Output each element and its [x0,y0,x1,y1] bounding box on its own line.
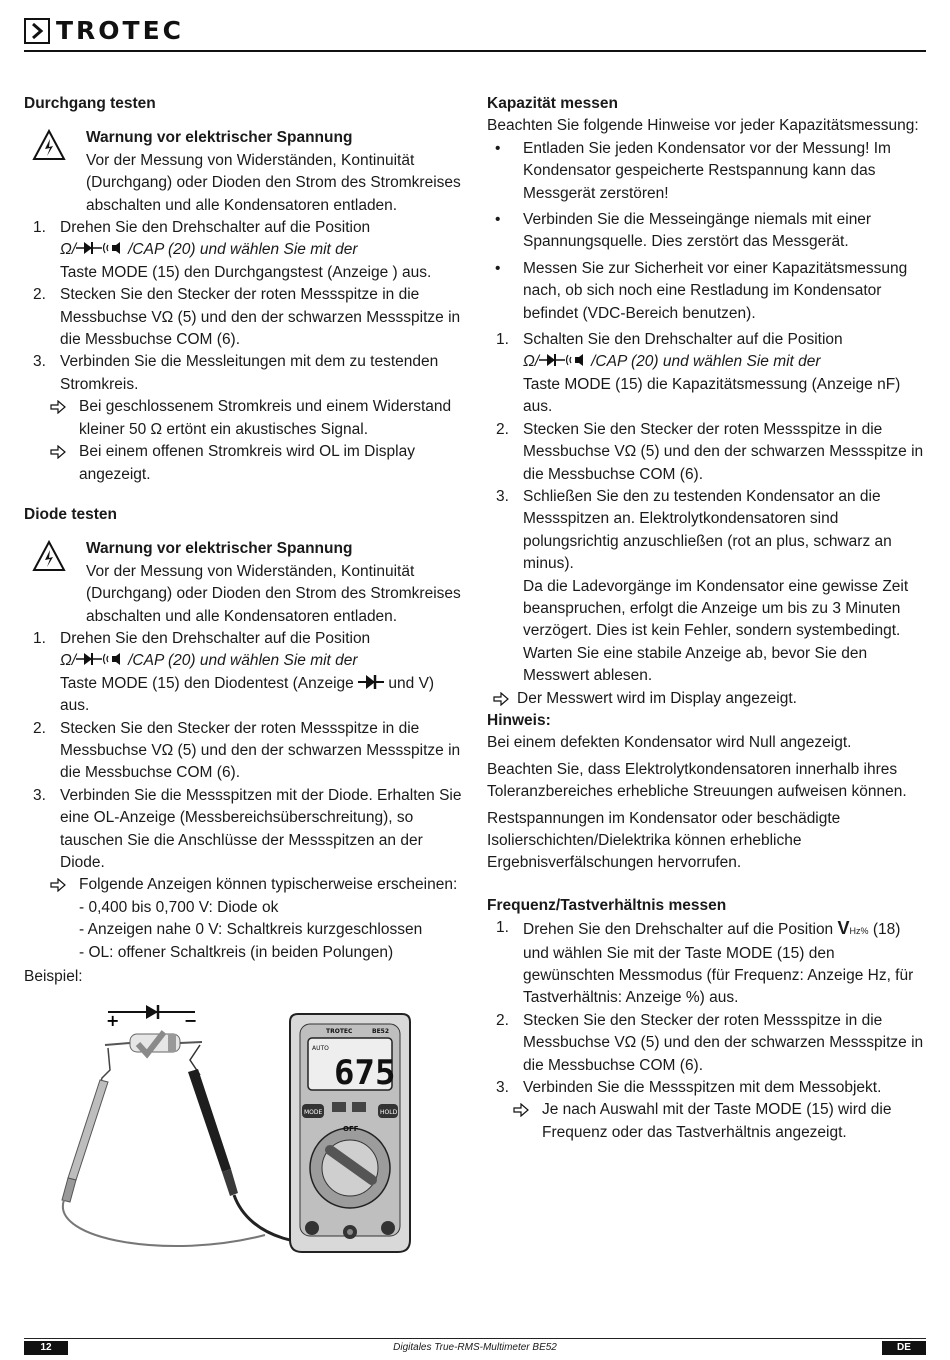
plus-label: + [106,1011,120,1030]
bullet-dot: • [495,211,501,229]
dash-item: - Anzeigen nahe 0 V: Schaltkreis kurzgeschlossen [79,921,423,939]
step-text: Verbinden Sie die Messspitzen mit dem Messobjekt. [523,1079,882,1097]
result-item [24,874,464,896]
bullet-dot: • [495,139,501,157]
warning-block [24,538,464,628]
step-text: Stecken Sie den Stecker der roten Messspitze in die Messbuchse VΩ (5) und den der schwarzen Messspitze in die Messbuchse COM (6). [60,719,461,782]
section-title-frequency: Frequenz/Tastverhältnis messen [487,896,727,914]
step-text: Stecken Sie den Stecker der roten Messspitze in die Messbuchse VΩ (5) und den der schwarzen Messspitze in die Messbuchse COM (6). [523,420,924,483]
section-title-continuity: Durchgang testen [24,95,156,112]
note-text: Bei einem defekten Kondensator wird Null angezeigt. [487,734,852,752]
step-text: Da die Ladevorgänge im Kondensator eine gewisse Zeit beanspruchen, erfolgt die Anzeige um bis zu 3 Minuten verzögert. Dies ist kein Fehler, sondern systembedingt. Warten Sie eine stabile Anzeige ab, bevor Sie den Messwert ablesen. [523,577,909,685]
step-number: 2. [496,1011,509,1029]
footer-doc-title: Digitales True-RMS-Multimeter BE52 [393,1342,557,1353]
result-text: Der Messwert wird im Display angezeigt. [517,689,797,707]
bullet-dot: • [495,259,501,277]
note-title: Hinweis: [487,711,551,729]
note-text: Beachten Sie, dass Elektrolytkondensatoren innerhalb ihres Toleranzbereiches erhebliche Streuungen aufweisen können. [487,760,907,801]
bullet-text: Messen Sie zur Sicherheit vor einer Kapazitätsmessung nach, ob sich noch eine Restladung im Kondensator befindet (VDC-Bereich benutzen). [523,259,908,322]
bullet-item [487,138,927,205]
step-text: Verbinden Sie die Messleitungen mit dem zu testenden Stromkreis. [60,353,439,393]
meter-model: BE52 [372,1028,390,1035]
minus-label: − [184,1011,198,1030]
steps-list [24,628,464,964]
warning-text: Vor der Messung von Widerständen, Kontinuität (Durchgang) oder Dioden den Strom des Stromkreises abschalten und alle Kondensatoren entladen. [86,562,461,625]
step-text: Verbinden Sie die Messspitzen mit der Diode. Erhalten Sie eine OL-Anzeige (Messbereichsüberschreitung), so tauschen Sie die Anschlüsse der Messspitzen an der Diode. [60,786,462,871]
trotec-logo [24,18,184,44]
step-text: Drehen Sie den Drehschalter auf die Position VHz% (18) und wählen Sie mit der Taste MODE (15) den gewünschten Messmodus (für Frequenz: Anzeige Hz, für Tastverhältnis: Anzeige %) aus. [523,918,914,1007]
step-text: Stecken Sie den Stecker der roten Messspitze in die Messbuchse VΩ (5) und den der schwarzen Messspitze in die Messbuchse COM (6). [523,1011,924,1074]
diode-symbol-icon [76,241,102,255]
list-item [24,284,464,351]
diode-test-illustration [50,1000,420,1260]
dash-item: - OL: offener Schaltkreis (in beiden Polungen) [79,943,394,961]
off-label: OFF [343,1125,359,1133]
left-column [24,93,464,988]
section-title-diode: Diode testen [24,505,118,523]
step-number: 2. [33,719,46,737]
step-text: Drehen Sie den Drehschalter auf die Position [60,629,371,647]
step-text: Schalten Sie den Drehschalter auf die Position [523,331,843,349]
hold-label: HOLD [380,1109,398,1116]
list-item [24,718,464,785]
step-text-diode-display: Taste MODE (15) den Diodentest (Anzeige und V) aus. [60,674,435,715]
speaker-icon [102,652,128,666]
result-item [487,688,927,710]
step-number: 3. [33,786,46,804]
step-text: Taste MODE (15) die Kapazitätsmessung (Anzeige nF) aus. [523,375,901,416]
steps-list [24,217,464,486]
list-item [487,1010,927,1077]
step-text-position: Ω/ /CAP (20) und wählen Sie mit der [60,241,358,259]
arrow-right-icon [50,878,66,892]
step-text: Drehen Sie den Drehschalter auf die Position [60,219,371,237]
steps-list [487,329,927,710]
section-title-capacitance: Kapazität messen [487,95,618,112]
list-item [24,785,464,875]
step-number: 3. [33,353,46,371]
page-header [24,16,926,50]
logo-chevron-icon [24,18,50,44]
steps-list [487,917,927,1144]
arrow-right-icon [513,1103,529,1117]
language-badge: DE [882,1341,926,1355]
high-voltage-warning-icon [32,540,66,572]
list-item [24,351,464,396]
list-item [487,486,927,688]
step-number: 1. [33,629,46,647]
dash-item: - 0,400 bis 0,700 V: Diode ok [79,898,279,916]
warning-text: Vor der Messung von Widerständen, Kontinuität (Durchgang) oder Dioden den Strom des Stromkreises abschalten und alle Kondensatoren entladen. [86,151,461,214]
step-text: Taste MODE (15) den Durchgangstest (Anzeige ) aus. [60,263,432,281]
result-text: Je nach Auswahl mit der Taste MODE (15) wird die Frequenz oder das Tastverhältnis angezeigt. [542,1101,892,1141]
step-text: Stecken Sie den Stecker der roten Messspitze in die Messbuchse VΩ (5) und den der schwarzen Messspitze in die Messbuchse COM (6). [60,286,461,349]
warning-title: Warnung vor elektrischer Spannung [86,129,353,147]
intro-text: Beachten Sie folgende Hinweise vor jeder Kapazitätsmessung: [487,117,919,135]
display-value: 675 [334,1053,396,1093]
step-number: 2. [496,420,509,438]
list-item [487,1077,927,1099]
page-number: 12 [24,1341,68,1355]
step-text-position: Ω/ /CAP (20) und wählen Sie mit der [523,353,821,371]
header-divider [24,50,926,52]
page-footer [24,1338,926,1355]
result-item [24,441,464,486]
list-item [487,917,927,1010]
result-item [487,1099,927,1144]
bullet-text: Entladen Sie jeden Kondensator vor der Messung! Im Kondensator gespeicherte Restspannung kann das Messgerät zerstören! [523,139,891,202]
list-item [24,628,464,718]
speaker-icon [102,241,128,255]
volt-hz-symbol: V [837,918,850,939]
step-text: Schließen Sie den zu testenden Kondensator an die Messspitzen an. Elektrolytkondensatoren sind polungsrichtig anzuschließen (rot an plus, schwarz an minus). [523,487,892,573]
result-text: Bei einem offenen Stromkreis wird OL im Display angezeigt. [79,443,415,483]
arrow-right-icon [50,445,66,459]
speaker-icon [565,353,591,367]
list-item [487,329,927,419]
step-number: 3. [496,487,509,505]
bullet-item [487,209,927,254]
bullet-item [487,258,927,325]
right-column [487,93,927,1144]
step-number: 1. [33,219,46,237]
step-number: 2. [33,286,46,304]
result-item [24,396,464,441]
meter-brand: TROTEC [326,1028,353,1035]
result-text: Bei geschlossenem Stromkreis und einem Widerstand kleiner 50 Ω ertönt ein akustisches Signal. [79,398,452,438]
list-item [24,217,464,284]
result-text: Folgende Anzeigen können typischerweise erscheinen: [79,876,458,894]
step-number: 3. [496,1079,509,1097]
bullet-text: Verbinden Sie die Messeingänge niemals mit einer Spannungsquelle. Dies zerstört das Messgerät. [523,211,872,251]
high-voltage-warning-icon [32,129,66,161]
diode-symbol-icon [539,353,565,367]
auto-label: AUTO [312,1045,329,1052]
warning-block [24,127,464,217]
arrow-right-icon [50,400,66,414]
step-number: 1. [496,919,509,937]
brand-name: TROTEC [56,16,185,45]
step-text-position: Ω/ /CAP (20) und wählen Sie mit der [60,652,358,670]
warning-title: Warnung vor elektrischer Spannung [86,540,353,558]
mode-label: MODE [304,1109,323,1116]
step-number: 1. [496,331,509,349]
diode-symbol-icon [76,652,102,666]
diode-symbol-icon [358,675,384,689]
example-label: Beispiel: [24,968,83,986]
arrow-right-icon [493,692,509,706]
list-item [487,419,927,486]
note-text: Restspannungen im Kondensator oder beschädigte Isolierschichten/Dielektrika können erhebliche Ergebnisverfälschungen hervorrufen. [487,809,841,872]
